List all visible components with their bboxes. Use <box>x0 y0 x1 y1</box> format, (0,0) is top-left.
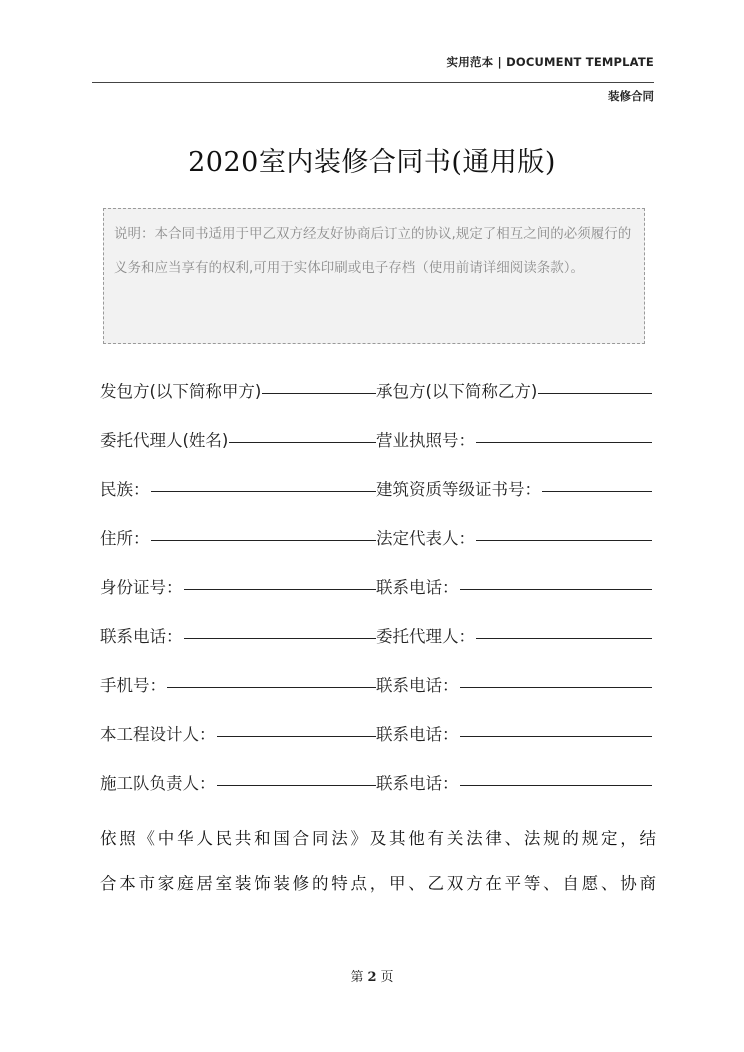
form-field-left <box>100 574 376 598</box>
field-label: 建筑资质等级证书号： <box>376 480 541 499</box>
blank-line[interactable] <box>542 490 652 492</box>
form-field-right <box>376 672 652 696</box>
blank-line[interactable] <box>262 392 376 394</box>
field-label: 联系电话： <box>100 627 183 646</box>
form-field-right <box>376 427 652 451</box>
field-label: 委托代理人(姓名) <box>100 431 229 450</box>
field-label: 联系电话： <box>376 725 459 744</box>
form-row <box>100 574 652 623</box>
form-row <box>100 427 652 476</box>
page-number: 2 <box>367 970 377 985</box>
field-label: 承包方(以下简称乙方) <box>376 382 538 401</box>
blank-line[interactable] <box>217 784 377 786</box>
contract-body <box>100 816 656 906</box>
form-row <box>100 525 652 574</box>
form-field-right <box>376 623 652 647</box>
form-field-left <box>100 427 376 451</box>
party-info-form <box>100 378 652 819</box>
blank-line[interactable] <box>217 735 377 737</box>
form-row <box>100 623 652 672</box>
form-field-right <box>376 770 652 794</box>
field-label: 身份证号： <box>100 578 183 597</box>
field-label: 法定代表人： <box>376 529 475 548</box>
form-field-right <box>376 378 652 402</box>
page-footer <box>0 966 744 985</box>
body-line: 合本市家庭居室装饰装修的特点，甲、乙双方在平等、自愿、协商 <box>100 874 656 893</box>
form-row <box>100 476 652 525</box>
blank-line[interactable] <box>184 637 377 639</box>
header-category: 装修合同 <box>608 89 654 103</box>
form-field-right <box>376 476 652 500</box>
footer-prefix: 第 <box>350 970 364 985</box>
form-field-left <box>100 721 376 745</box>
field-label: 联系电话： <box>376 774 459 793</box>
field-label: 联系电话： <box>376 578 459 597</box>
blank-line[interactable] <box>229 441 376 443</box>
blank-line[interactable] <box>476 441 652 443</box>
form-field-right <box>376 721 652 745</box>
form-row <box>100 770 652 819</box>
form-field-right <box>376 525 652 549</box>
field-label: 委托代理人： <box>376 627 475 646</box>
field-label: 住所： <box>100 529 150 548</box>
document-title: 2020室内装修合同书(通用版) <box>188 147 556 178</box>
field-label: 发包方(以下简称甲方) <box>100 382 262 401</box>
form-row <box>100 672 652 721</box>
form-field-left <box>100 476 376 500</box>
description-text: 说明：本合同书适用于甲乙双方经友好协商后订立的协议,规定了相互之间的必须履行的义务和应当享有的权利,可用于实体印刷或电子存档（使用前请详细阅读条款）。 <box>114 226 632 276</box>
blank-line[interactable] <box>476 539 652 541</box>
header-brand: 实用范本 | DOCUMENT TEMPLATE <box>446 55 654 69</box>
field-label: 手机号： <box>100 676 166 695</box>
form-field-left <box>100 770 376 794</box>
form-field-left <box>100 525 376 549</box>
blank-line[interactable] <box>151 539 377 541</box>
form-row <box>100 721 652 770</box>
blank-line[interactable] <box>460 686 653 688</box>
blank-line[interactable] <box>460 588 653 590</box>
form-field-left <box>100 672 376 696</box>
form-field-left <box>100 623 376 647</box>
header-divider <box>92 82 654 83</box>
blank-line[interactable] <box>460 735 653 737</box>
field-label: 民族： <box>100 480 150 499</box>
form-field-left <box>100 378 376 402</box>
form-row <box>100 378 652 427</box>
blank-line[interactable] <box>460 784 653 786</box>
blank-line[interactable] <box>476 637 652 639</box>
field-label: 施工队负责人： <box>100 774 216 793</box>
blank-line[interactable] <box>538 392 652 394</box>
blank-line[interactable] <box>184 588 377 590</box>
body-line: 依照《中华人民共和国合同法》及其他有关法律、法规的规定，结 <box>100 829 656 848</box>
field-label: 联系电话： <box>376 676 459 695</box>
field-label: 营业执照号： <box>376 431 475 450</box>
form-field-right <box>376 574 652 598</box>
field-label: 本工程设计人： <box>100 725 216 744</box>
footer-suffix: 页 <box>380 970 394 985</box>
description-box <box>103 208 645 344</box>
blank-line[interactable] <box>167 686 376 688</box>
blank-line[interactable] <box>151 490 377 492</box>
